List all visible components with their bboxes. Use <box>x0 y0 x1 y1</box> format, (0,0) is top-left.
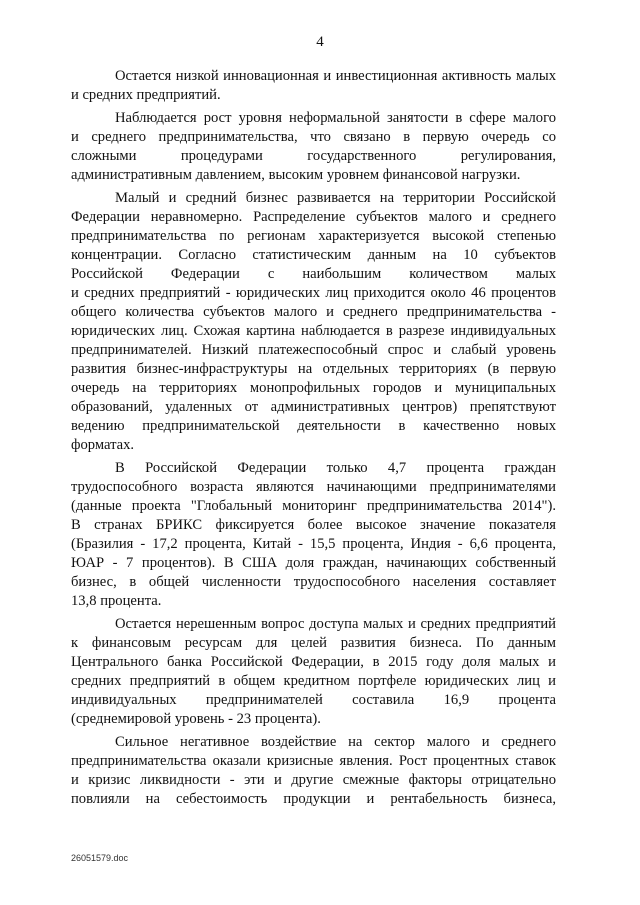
text-line: повлияли на себестоимость продукции и рентабельность бизнеса, <box>71 791 556 807</box>
text-line: В странах БРИКС фиксируется более высокое значение показателя <box>71 517 556 533</box>
text-line: к финансовым ресурсам для целей развития бизнеса. По данным <box>71 635 556 651</box>
text-line: юридических лиц. Схожая картина наблюдается в разрезе индивидуальных <box>71 323 556 339</box>
text-line: административным давлением, высоким уровнем финансовой нагрузки. <box>71 167 521 183</box>
text-line: индивидуальных предпринимателей составила 16,9 процента <box>71 692 556 708</box>
file-name-footer: 26051579.doc <box>71 853 129 863</box>
text-line: и средних предприятий - юридических лиц приходится около 46 процентов <box>71 285 556 301</box>
text-line: 13,8 процента. <box>71 593 162 609</box>
text-line: Сильное негативное воздействие на сектор малого и среднего <box>115 734 556 750</box>
text-line: трудоспособного возраста являются начинающими предпринимателями <box>71 479 556 495</box>
text-line: Центрального банка Российской Федерации, в 2015 году доля малых и <box>71 654 556 670</box>
text-line: бизнес, в общей численности трудоспособного населения составляет <box>71 574 556 590</box>
text-line: предпринимателей. Низкий платежеспособный спрос и слабый уровень <box>71 342 556 358</box>
page-number: 4 <box>316 34 324 50</box>
text-line: образований, удаленных от административных центров) препятствуют <box>71 399 556 415</box>
text-line: сложными процедурами государственного регулирования, <box>71 148 556 164</box>
text-line: предпринимательства по регионам характеризуется высокой степенью <box>71 228 556 244</box>
text-line: общего количества субъектов малого и среднего предпринимательства - <box>71 304 556 320</box>
text-line: очередь на территориях монопрофильных городов и муниципальных <box>71 380 556 396</box>
text-line: развития бизнес-инфраструктуры на отдельных территориях (в первую <box>71 361 556 377</box>
text-line: (данные проекта "Глобальный мониторинг предпринимательства 2014"). <box>71 498 556 514</box>
text-line: (среднемировой уровень - 23 процента). <box>71 711 321 727</box>
text-line: Остается низкой инновационная и инвестиционная активность малых <box>115 68 556 84</box>
text-line: форматах. <box>71 437 135 453</box>
text-line: и средних предприятий. <box>71 87 221 103</box>
text-line: Малый и средний бизнес развивается на территории Российской <box>115 190 556 206</box>
text-line: и кризис ликвидности - эти и другие смежные факторы отрицательно <box>71 772 556 788</box>
text-line: Остается нерешенным вопрос доступа малых и средних предприятий <box>115 616 556 632</box>
text-line: и среднего предпринимательства, что связано в первую очередь со <box>71 129 556 145</box>
text-line: Российской Федерации с наибольшим количеством малых <box>71 266 556 282</box>
text-line: В Российской Федерации только 4,7 процента граждан <box>115 460 556 476</box>
text-line: Наблюдается рост уровня неформальной занятости в сфере малого <box>115 110 556 126</box>
text-line: предпринимательства оказали кризисные явления. Рост процентных ставок <box>71 753 556 769</box>
text-line: ЮАР - 7 процентов). В США доля граждан, начинающих собственный <box>71 555 556 571</box>
text-line: (Бразилия - 17,2 процента, Китай - 15,5 процента, Индия - 6,6 процента, <box>71 536 556 552</box>
text-line: концентрации. Согласно статистическим данным на 10 субъектов <box>71 247 556 263</box>
text-line: ведению предпринимательской деятельности в качественно новых <box>71 418 556 434</box>
text-line: Федерации неравномерно. Распределение субъектов малого и среднего <box>71 209 556 225</box>
text-line: средних предприятий в общем кредитном портфеле юридических лиц и <box>71 673 556 689</box>
